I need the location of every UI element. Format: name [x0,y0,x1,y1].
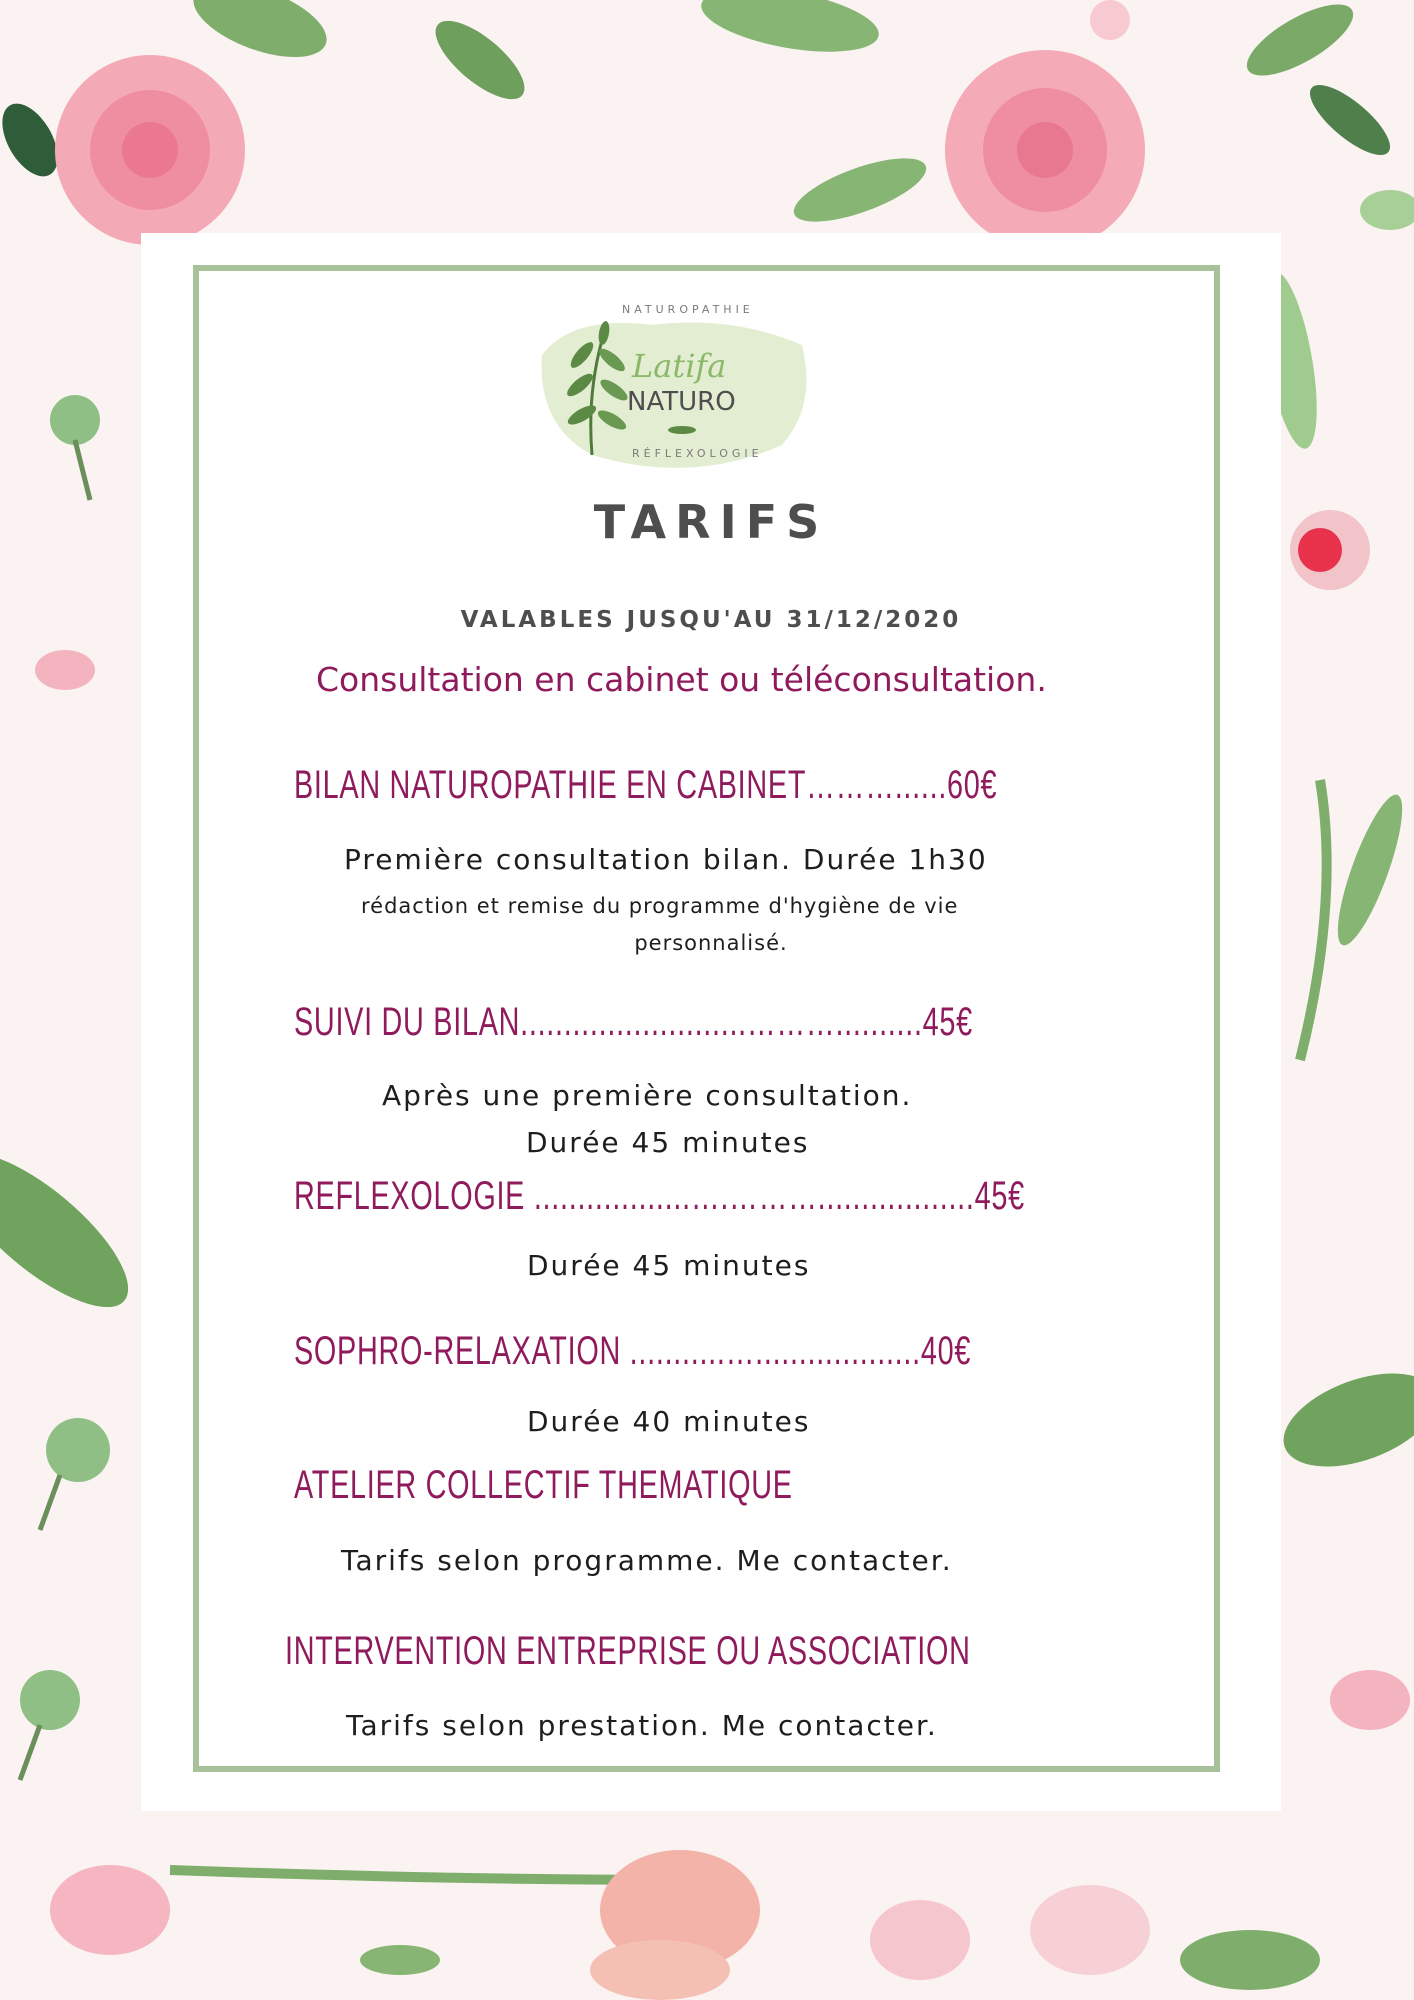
service-bilan: BILAN NATUROPATHIE EN CABINET………......60€ [294,763,998,807]
service-sophro-duration: Durée 40 minutes [527,1405,811,1438]
service-suivi-desc: Après une première consultation. [382,1079,913,1112]
service-bilan-note2: personnalisé. [634,931,788,955]
service-reflexologie-duration: Durée 45 minutes [527,1249,811,1282]
service-bilan-desc: Première consultation bilan. Durée 1h30 [344,843,988,876]
price-card [141,233,1281,1811]
service-intervention: INTERVENTION ENTREPRISE OU ASSOCIATION [285,1629,971,1673]
brand-logo [532,285,812,485]
page-title: TARIFS [593,495,829,549]
service-sophro: SOPHRO-RELAXATION ...........…...................40€ [294,1329,972,1373]
logo-name-line2: NATURO [627,387,736,417]
service-atelier: ATELIER COLLECTIF THEMATIQUE [294,1463,793,1507]
logo-arc-bottom: RÉFLEXOLOGIE [632,447,763,460]
service-bilan-note: rédaction et remise du programme d'hygiène de vie [361,894,959,918]
consultation-subtitle: Consultation en cabinet ou téléconsultation. [316,660,1047,699]
logo-arc-top: NATUROPATHIE [622,303,754,316]
logo-name-line1: Latifa [632,347,727,385]
service-reflexologie: REFLEXOLOGIE ..................….………..................45€ [294,1174,1025,1218]
service-suivi-duration: Durée 45 minutes [526,1126,810,1159]
service-intervention-desc: Tarifs selon prestation. Me contacter. [346,1709,938,1742]
service-suivi: SUIVI DU BILAN..........................………..........45€ [294,1000,973,1044]
validity-date: VALABLES JUSQU'AU 31/12/2020 [460,607,962,633]
service-atelier-desc: Tarifs selon programme. Me contacter. [341,1544,953,1577]
